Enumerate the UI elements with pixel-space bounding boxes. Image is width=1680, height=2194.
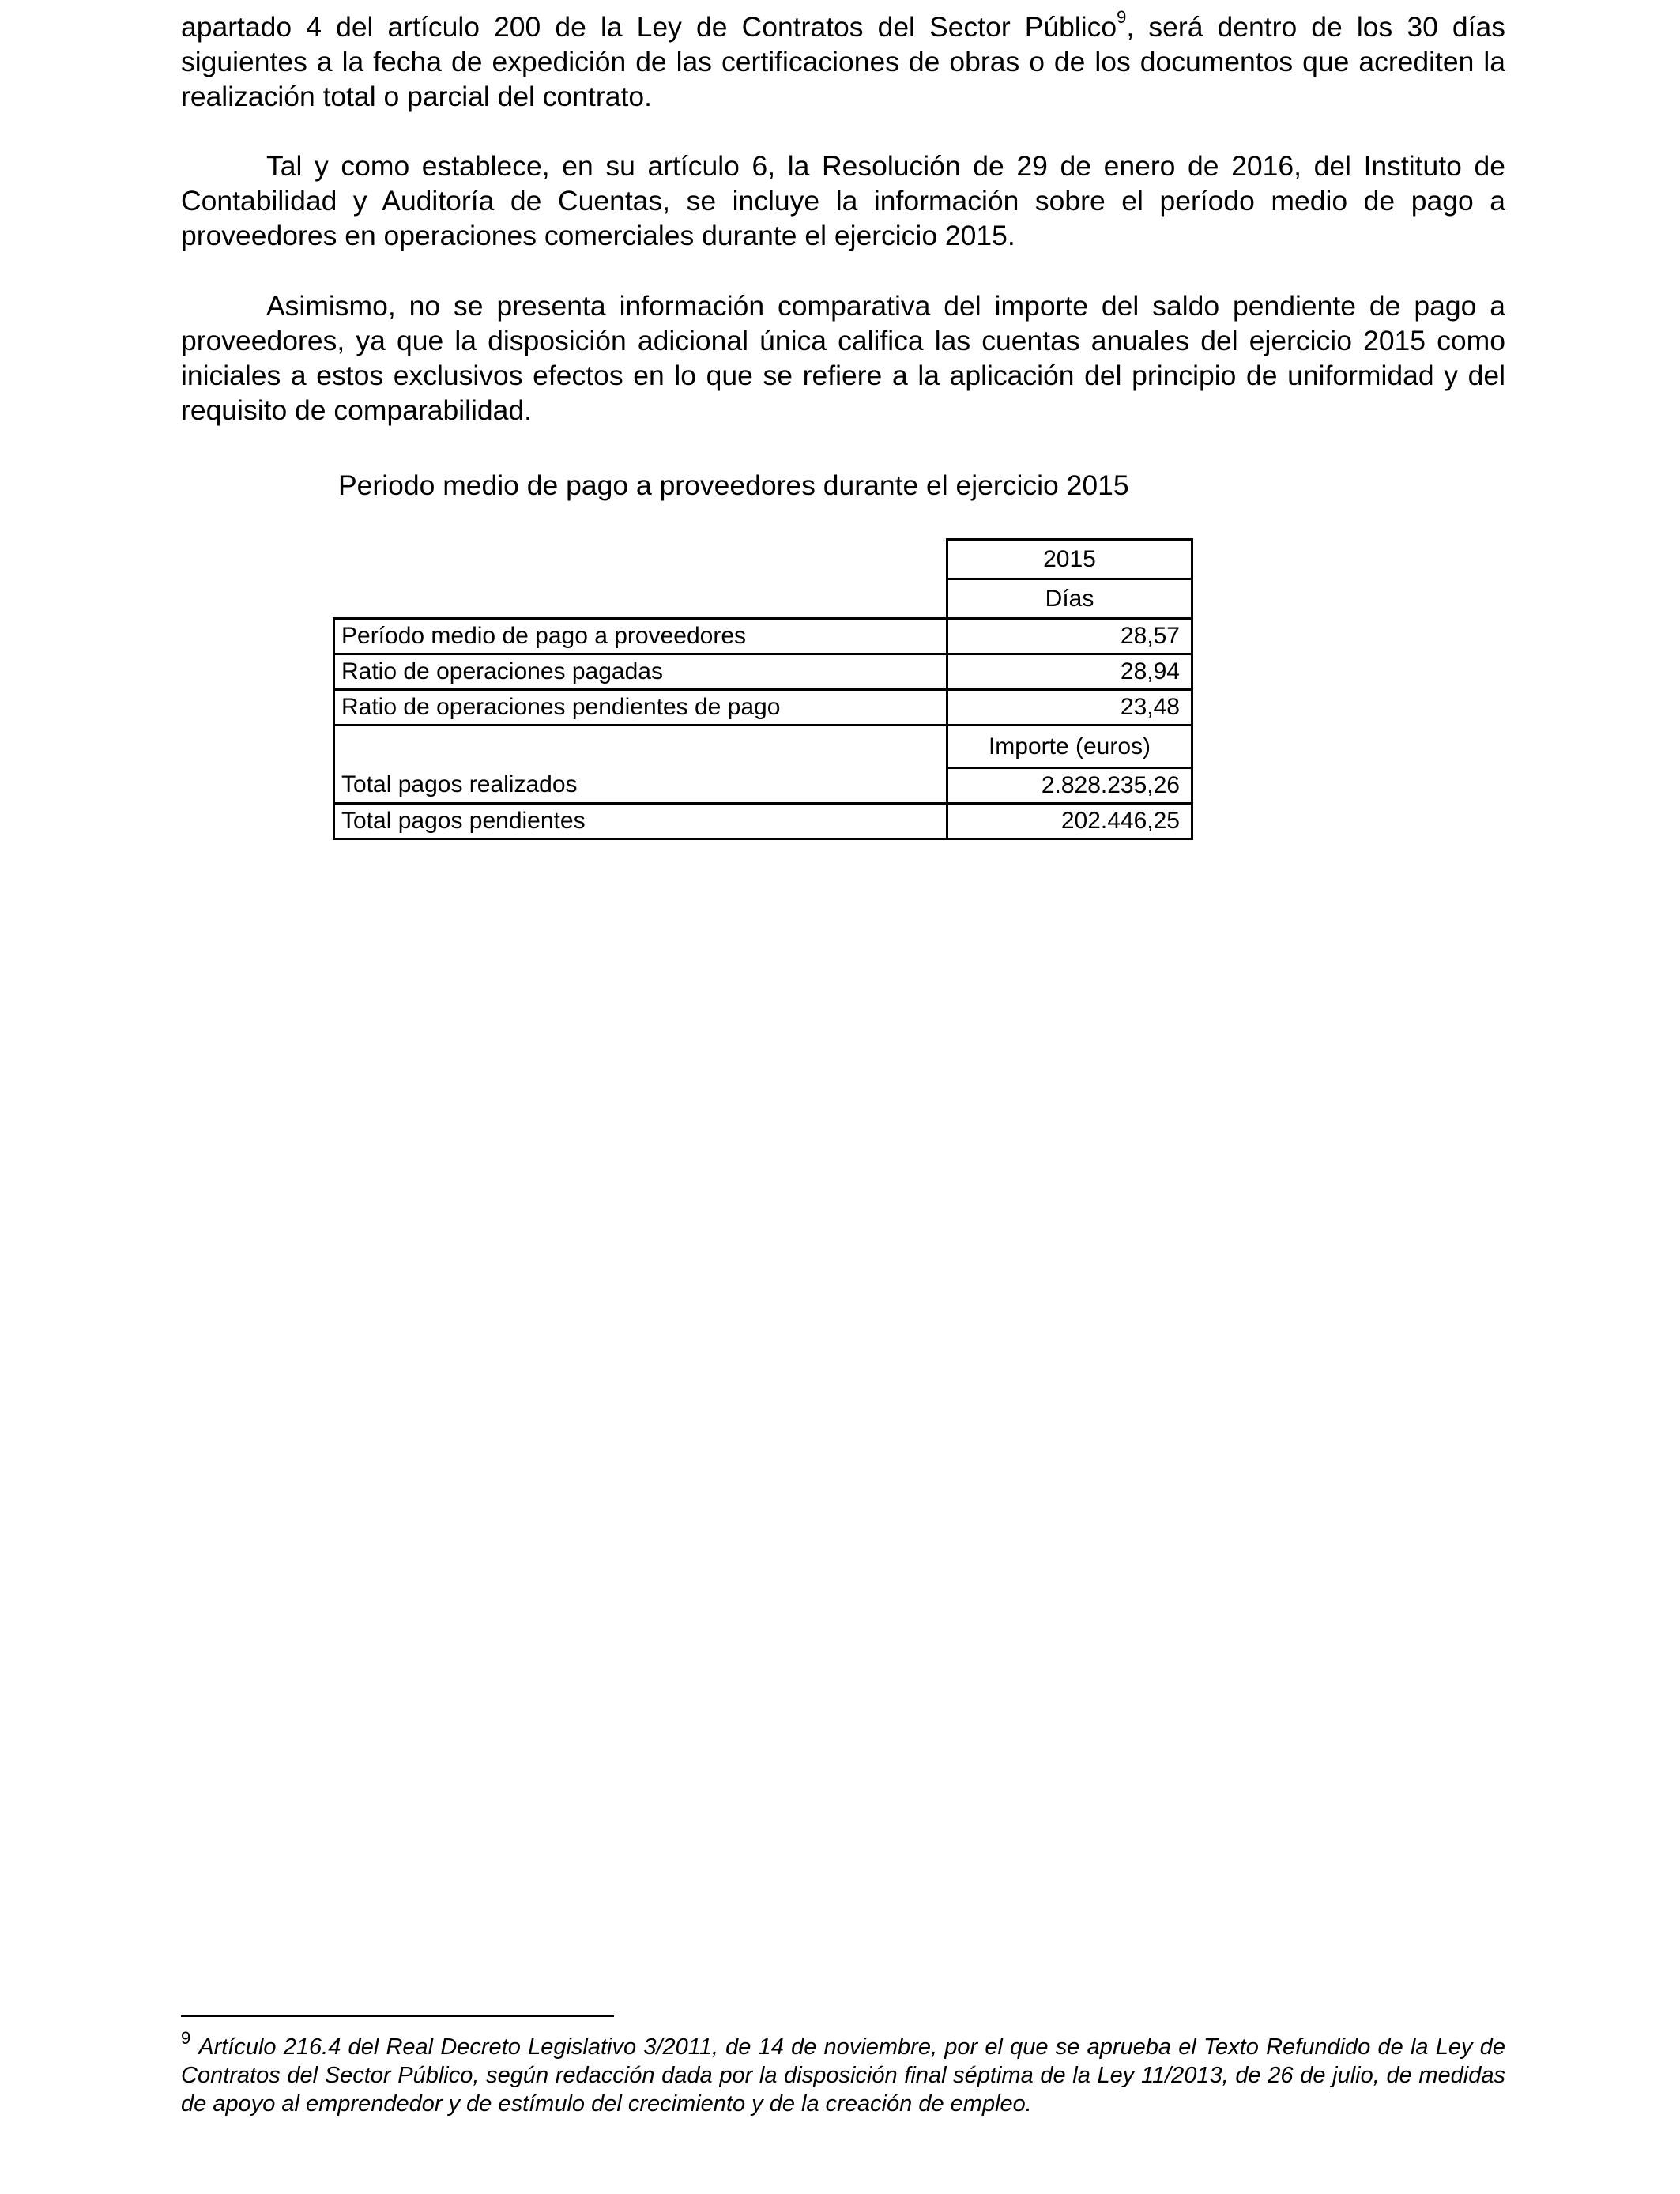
table-row (334, 619, 1192, 654)
row-value: 28,57 (947, 619, 1192, 654)
row-label: Ratio de operaciones pagadas (334, 654, 947, 690)
empty-header-cell (334, 540, 947, 579)
empty-header-cell (334, 726, 947, 768)
days-header: Días (947, 579, 1192, 619)
row-label: Total pagos pendientes (334, 804, 947, 839)
row-value: 202.446,25 (947, 804, 1192, 839)
row-label: Ratio de operaciones pendientes de pago (334, 690, 947, 726)
footnote-separator (181, 2015, 614, 2017)
paragraph-payment-deadline (181, 9, 1505, 114)
paragraph-text: apartado 4 del artículo 200 de la Ley de Contratos del Sector Público (181, 11, 1117, 43)
payment-period-table (333, 538, 1193, 840)
empty-header-cell (334, 579, 947, 619)
year-header: 2015 (947, 540, 1192, 579)
paragraph-comparative-info: Asimismo, no se presenta información comparativa del importe del saldo pendiente de pago a proveedores, ya que la disposición adicional única califica las cuentas anuales del ejercicio 2015 como iniciales a estos exclusivos efectos en lo que se refiere a la aplicación del principio de uniformidad y del requisito de comparabilidad. (181, 290, 1505, 426)
row-value: 23,48 (947, 690, 1192, 726)
table-row (334, 690, 1192, 726)
table-header-row (334, 540, 1192, 579)
row-value: 28,94 (947, 654, 1192, 690)
table-header-row (334, 726, 1192, 768)
amount-header: Importe (euros) (947, 726, 1192, 768)
table-title: Periodo medio de pago a proveedores durante el ejercicio 2015 (338, 469, 1129, 501)
paragraph-resolution: Tal y como establece, en su artículo 6, la Resolución de 29 de enero de 2016, del Instituto de Contabilidad y Auditoría de Cuentas, se incluye la información sobre el período medio de pago a proveedores en operaciones comerciales durante el ejercicio 2015. (181, 150, 1505, 251)
row-label: Total pagos realizados (334, 768, 947, 804)
footnote-text: Artículo 216.4 del Real Decreto Legislativo 3/2011, de 14 de noviembre, por el que se aprueba el Texto Refundido de la Ley de Contratos del Sector Público, según redacción dada por la disposición final séptima de la Ley 11/2013, de 26 de julio, de medidas de apoyo al emprendedor y de estímulo del crecimiento y de la creación de empleo. (181, 2034, 1505, 2117)
table-row (334, 768, 1192, 804)
footnote (181, 2028, 1505, 2118)
footnote-reference: 9 (1117, 7, 1127, 28)
table-row (334, 654, 1192, 690)
row-label: Período medio de pago a proveedores (334, 619, 947, 654)
row-value: 2.828.235,26 (947, 768, 1192, 804)
paragraph-text: , será dentro de los 30 días siguientes a la fecha de expedición de las certificaciones de obras o de los documentos que acrediten la realización total o parcial del contrato. (181, 11, 1506, 112)
table-row (334, 804, 1192, 839)
footnote-number: 9 (181, 2028, 191, 2049)
table-header-row (334, 579, 1192, 619)
